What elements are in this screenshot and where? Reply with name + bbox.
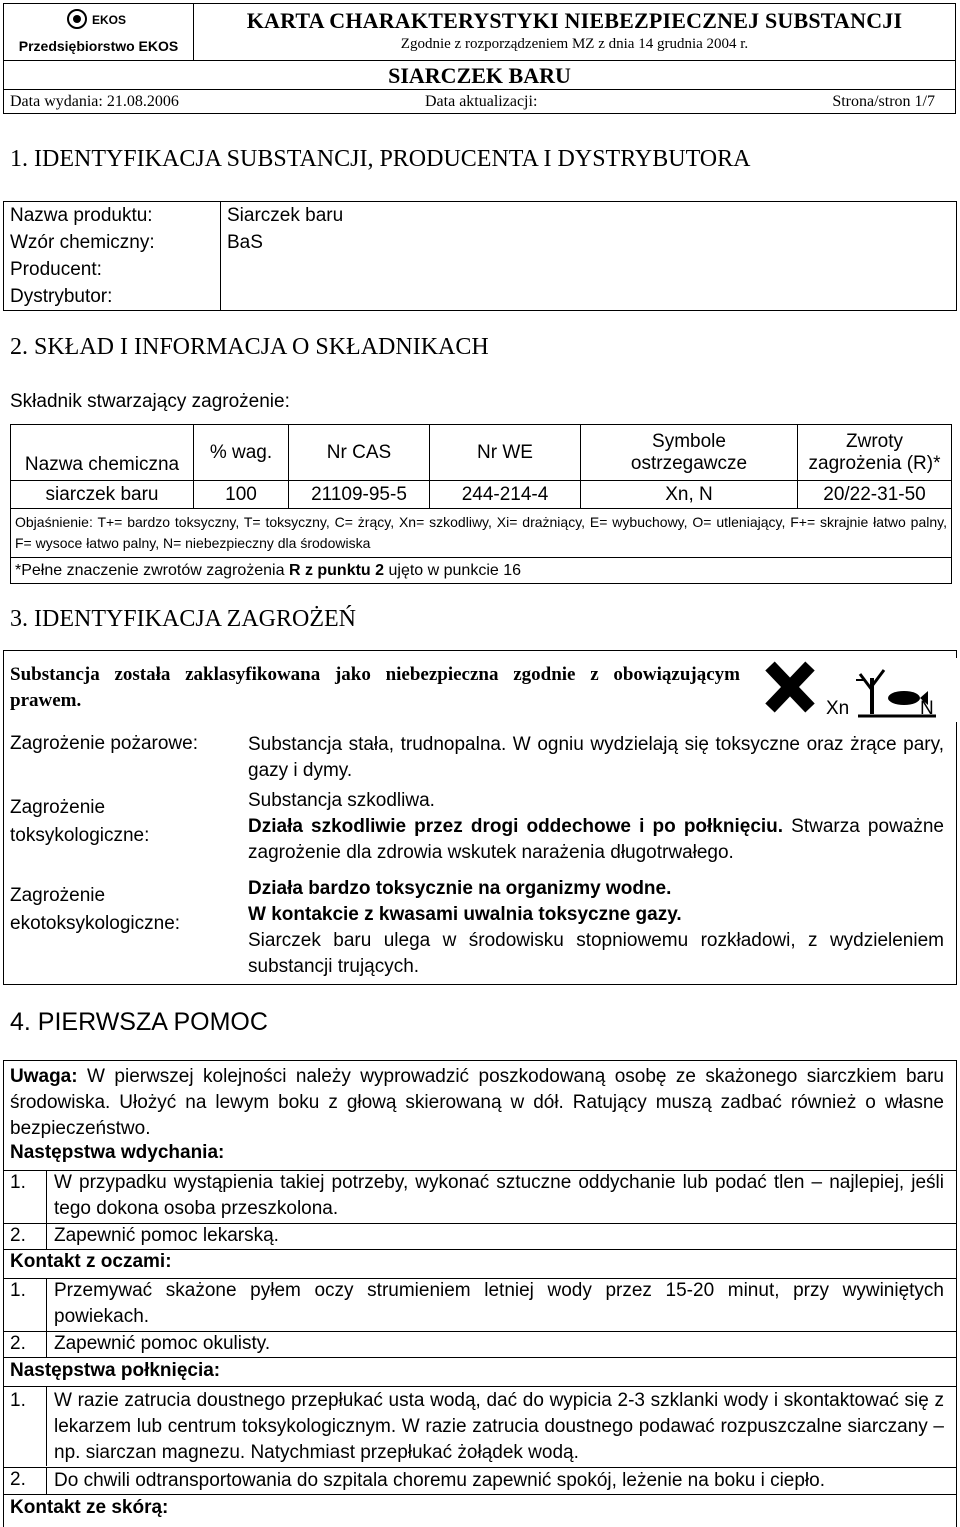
company-name: Przedsiębiorstwo EKOS <box>18 38 179 54</box>
list-number: 1. <box>10 1390 26 1411</box>
list-number: 2. <box>10 1333 26 1354</box>
eco-text-line1: Działa bardzo toksycznie na organizmy wodne. <box>248 878 672 899</box>
divider <box>46 1278 47 1331</box>
list-number: 1. <box>10 1172 26 1193</box>
value-cell: BaS <box>221 229 957 256</box>
cell-weight: 100 <box>194 481 289 509</box>
list-number: 2. <box>10 1225 26 1246</box>
eye-item-2: Zapewnić pomoc okulisty. <box>54 1333 271 1354</box>
table-row <box>11 558 952 584</box>
substance-name: SIARCZEK BARU <box>388 63 571 88</box>
eco-label-line2: ekotoksykologiczne: <box>10 913 181 934</box>
ingestion-title: Następstwa połknięcia: <box>10 1360 221 1381</box>
label-cell: Producent: <box>4 256 221 283</box>
value-cell <box>221 256 957 283</box>
value-cell <box>221 283 957 311</box>
list-number: 1. <box>10 1280 26 1301</box>
eco-label-line1: Zagrożenie <box>10 885 106 906</box>
eye-item-1: Przemywać skażone pyłem oczy strumieniem letniej wody przez 15-20 minut, przy wywiniętych powiekach. <box>54 1280 944 1327</box>
col-header-weight: % wag. <box>194 425 289 481</box>
composition-table <box>10 424 952 584</box>
value-cell: Siarczek baru <box>221 202 957 230</box>
skin-contact-title: Kontakt ze skórą: <box>10 1497 169 1518</box>
header-dates-row <box>4 90 955 115</box>
col-header-symbols: Symbole ostrzegawcze <box>581 425 798 481</box>
divider <box>46 1386 47 1466</box>
substance-box <box>4 61 955 90</box>
inhalation-item-1: W przypadku wystąpienia takiej potrzeby, wykonać sztuczne oddychanie lub podać tlen – najlepiej, jeśli tego dokona osoba przeszkolona. <box>54 1172 944 1219</box>
table-row <box>4 283 957 311</box>
hazard-symbols <box>760 658 958 722</box>
section-2-title: 2. SKŁAD I INFORMACJA O SKŁADNIKACH <box>10 334 489 360</box>
divider <box>46 1223 47 1249</box>
label-cell: Nazwa produktu: <box>4 202 221 230</box>
tox-text-line2 <box>248 814 944 866</box>
col-header-we: Nr WE <box>430 425 581 481</box>
update-date: Data aktualizacji: <box>425 93 538 110</box>
document-title: KARTA CHARAKTERYSTYKI NIEBEZPIECZNEJ SUBSTANCJI <box>246 8 903 33</box>
col-header-name: Nazwa chemiczna <box>11 425 194 481</box>
warning-label: Uwaga: <box>10 1066 78 1087</box>
tox-hazard-text <box>248 788 944 866</box>
list-number: 2. <box>10 1469 26 1490</box>
first-aid-warning <box>10 1064 944 1142</box>
table-row <box>4 229 957 256</box>
issue-date: Data wydania: 21.08.2006 <box>10 93 179 110</box>
tox-text-bold: Działa szkodliwie przez drogi oddechowe i po połknięciu. <box>248 816 784 837</box>
warning-text: W pierwszej kolejności należy wyprowadzić poszkodowaną osobę ze skażonego siarczkiem baru środowiska. Ułożyć na lewym boku z głową skierowaną w dół. Ratujący muszą zadbać również o własne bezpieczeństwo. <box>10 1066 944 1139</box>
divider <box>46 1331 47 1357</box>
col-header-r-phrases: Zwroty zagrożenia (R)* <box>798 425 952 481</box>
section-4-title: 4. PIERWSZA POMOC <box>10 1008 268 1036</box>
tox-label-line1: Zagrożenie <box>10 797 106 818</box>
r-phrases-note <box>11 558 952 584</box>
table-row <box>11 509 952 558</box>
table-header-row <box>11 425 952 481</box>
section-1-title: 1. IDENTYFIKACJA SUBSTANCJI, PRODUCENTA I DYSTRYBUTORA <box>10 146 751 172</box>
divider <box>46 1170 47 1223</box>
eco-hazard-label <box>10 882 180 938</box>
xn-label: Xn <box>826 698 850 719</box>
inhalation-title: Następstwa wdychania: <box>10 1142 225 1163</box>
regulation-note: Zgodnie z rozporządzeniem MZ z dnia 14 grudnia 2004 r. <box>400 36 749 52</box>
label-cell: Dystrybutor: <box>4 283 221 311</box>
svg-text:EKOS: EKOS <box>92 13 127 27</box>
cell-r-phrases: 20/22-31-50 <box>798 481 952 509</box>
eco-hazard-text <box>248 876 944 980</box>
tox-label-line2: toksykologiczne: <box>10 825 150 846</box>
divider <box>3 1249 957 1250</box>
ekos-logo <box>66 8 136 30</box>
col-header-cas: Nr CAS <box>289 425 430 481</box>
classification-text: Substancja została zaklasyfikowana jako niebezpieczna zgodnie z obowiązującym prawem. <box>10 664 740 711</box>
table-row <box>11 481 952 509</box>
table-row <box>4 256 957 283</box>
fire-hazard-label: Zagrożenie pożarowe: <box>10 733 198 754</box>
symbol-explanation: Objaśnienie: T+= bardzo toksyczny, T= toksyczny, C= żrący, Xn= szkodliwy, Xi= drażniący, E= wybuchowy, O= utleniający, F+= skrajnie łatwo palny, F= wysoce łatwo palny, N= niebezpieczny dla środowiska <box>11 509 952 558</box>
product-table <box>3 201 957 311</box>
cell-symbols: Xn, N <box>581 481 798 509</box>
fire-hazard-text: Substancja stała, trudnopalna. W ogniu wydzielają się toksyczne oraz żrące pary, gazy i dymy. <box>248 734 944 781</box>
divider <box>46 1467 47 1494</box>
cell-we: 244-214-4 <box>430 481 581 509</box>
company-box <box>4 4 194 61</box>
ingestion-item-1: W razie zatrucia doustnego przepłukać usta wodą, dać do wypicia 2-3 szklanki wody i skontaktować się z lekarzem lub centrum toksykologicznym. W razie zatrucia doustnego podawać rozpuszczalne siarczany – np. siarczan magnezu. Natychmiast przepłukać żołądek wodą. <box>54 1390 944 1463</box>
cell-cas: 21109-95-5 <box>289 481 430 509</box>
divider <box>3 1494 957 1495</box>
tox-text-line1: Substancja szkodliwa. <box>248 790 435 811</box>
table-row <box>4 202 957 230</box>
divider <box>3 1357 957 1358</box>
tox-text-rest: Stwarza poważne zagrożenie dla zdrowia wskutek narażenia długotrwałego. <box>248 816 944 863</box>
hazardous-component-label: Składnik stwarzający zagrożenie: <box>10 391 290 412</box>
tox-hazard-label <box>10 794 149 850</box>
eco-text-line2: W kontakcie z kwasami uwalnia toksyczne gazy. <box>248 904 682 925</box>
eye-contact-title: Kontakt z oczami: <box>10 1251 172 1272</box>
divider <box>3 1386 957 1387</box>
page-number: Strona/stron 1/7 <box>832 93 935 110</box>
note-text-end: ujęto w punkcie 16 <box>384 561 522 579</box>
eco-text-line3: Siarczek baru ulega w środowisku stopniowemu rozkładowi, z wydzieleniem substancji trujących. <box>248 930 944 977</box>
classification-line1 <box>10 662 740 714</box>
section-3-title: 3. IDENTYFIKACJA ZAGROŻEŃ <box>10 606 356 632</box>
inhalation-item-2: Zapewnić pomoc lekarską. <box>54 1225 279 1246</box>
cell-name: siarczek baru <box>11 481 194 509</box>
note-text: *Pełne znaczenie zwrotów zagrożenia <box>15 561 289 579</box>
n-label: N <box>920 698 934 719</box>
note-bold: R z punktu 2 <box>288 561 385 579</box>
label-cell: Wzór chemiczny: <box>4 229 221 256</box>
ingestion-item-2: Do chwili odtransportowania do szpitala choremu zapewnić spokój, leżenie na boku i ciepło. <box>54 1470 825 1491</box>
document-header <box>3 3 956 114</box>
title-box <box>194 4 955 61</box>
